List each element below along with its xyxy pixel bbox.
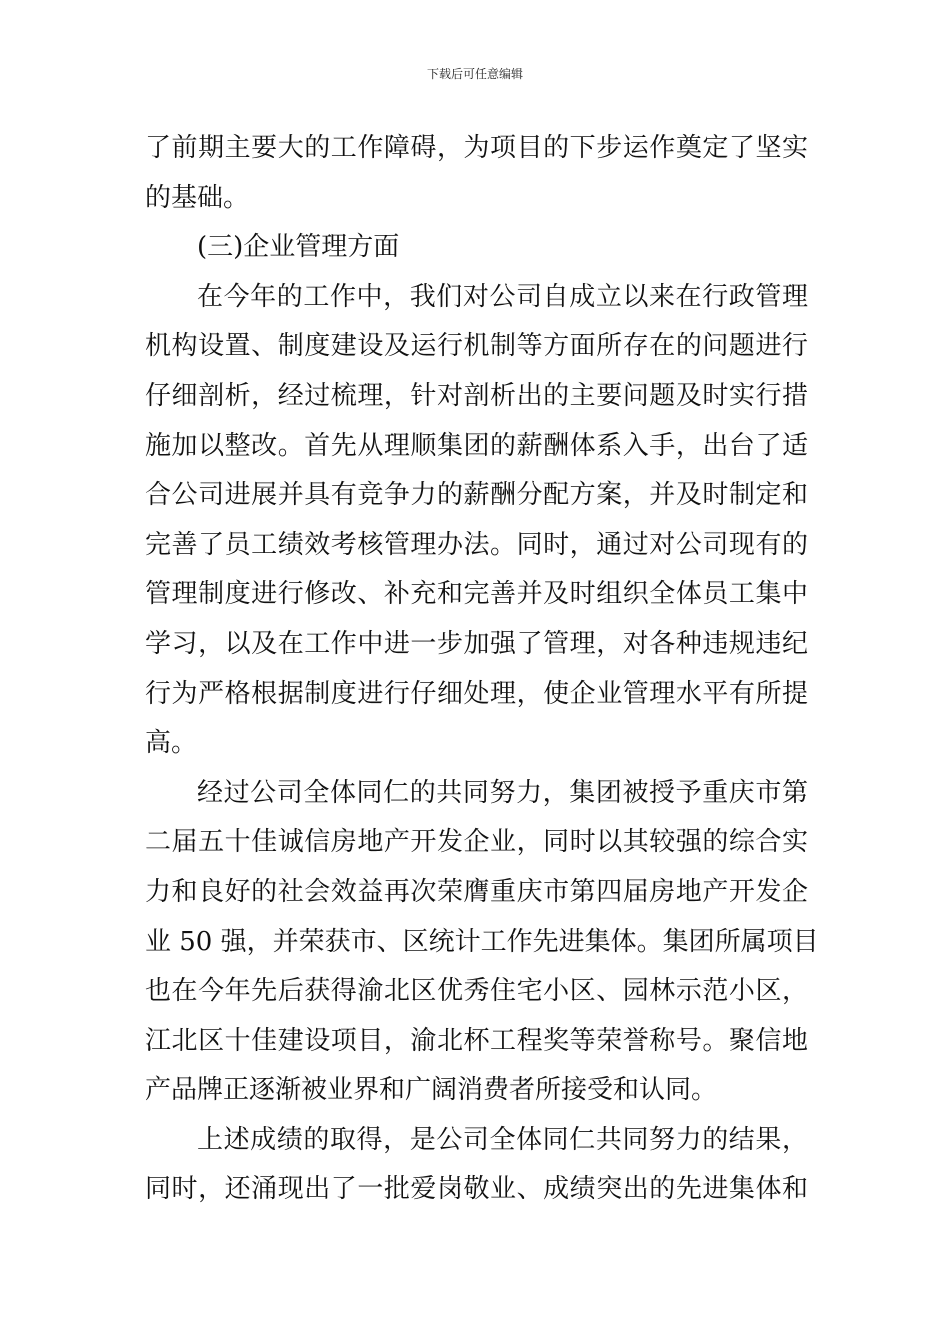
- text-line: 在今年的工作中，我们对公司自成立以来在行政管理: [197, 281, 808, 312]
- text-line: 高。: [145, 728, 198, 759]
- text-line: 同时，还涌现出了一批爱岗敬业、成绩突出的先进集体和: [145, 1174, 808, 1205]
- header-note: 下载后可任意编辑: [426, 67, 523, 81]
- text-line: 的基础。: [145, 182, 250, 213]
- text-line: 合公司进展并具有竞争力的薪酬分配方案，并及时制定和: [145, 480, 808, 511]
- document-body: [145, 124, 819, 1215]
- text-line: 上述成绩的取得，是公司全体同仁共同努力的结果，: [197, 1124, 808, 1155]
- text-line: 江北区十佳建设项目，渝北杯工程奖等荣誉称号。聚信地: [145, 1025, 808, 1056]
- section-heading: (三)企业管理方面: [197, 232, 400, 263]
- text-line: 经过公司全体同仁的共同努力，集团被授予重庆市第: [197, 777, 808, 808]
- text-line: 产品牌正逐渐被业界和广阔消费者所接受和认同。: [145, 1075, 718, 1106]
- text-line: 力和良好的社会效益再次荣膺重庆市第四届房地产开发企: [145, 876, 808, 907]
- text-line: 完善了员工绩效考核管理办法。同时，通过对公司现有的: [145, 529, 808, 560]
- text-line: 学习，以及在工作中进一步加强了管理，对各种违规违纪: [145, 628, 808, 659]
- text-line: 管理制度进行修改、补充和完善并及时组织全体员工集中: [145, 579, 808, 610]
- text-line: 二届五十佳诚信房地产开发企业，同时以其较强的综合实: [145, 827, 808, 858]
- text-line: 也在今年先后获得渝北区优秀住宅小区、园林示范小区，: [145, 976, 808, 1007]
- text-line: 机构设置、制度建设及运行机制等方面所存在的问题进行: [145, 331, 808, 362]
- text-line: 施加以整改。首先从理顺集团的薪酬体系入手，出台了适: [145, 430, 808, 461]
- text-line: 行为严格根据制度进行仔细处理，使企业管理水平有所提: [145, 678, 808, 709]
- text-line: 仔细剖析，经过梳理，针对剖析出的主要问题及时实行措: [145, 380, 808, 411]
- text-line: 业 50 强，并荣获市、区统计工作先进集体。集团所属项目: [145, 926, 819, 957]
- text-line: 了前期主要大的工作障碍，为项目的下步运作奠定了坚实: [145, 133, 808, 163]
